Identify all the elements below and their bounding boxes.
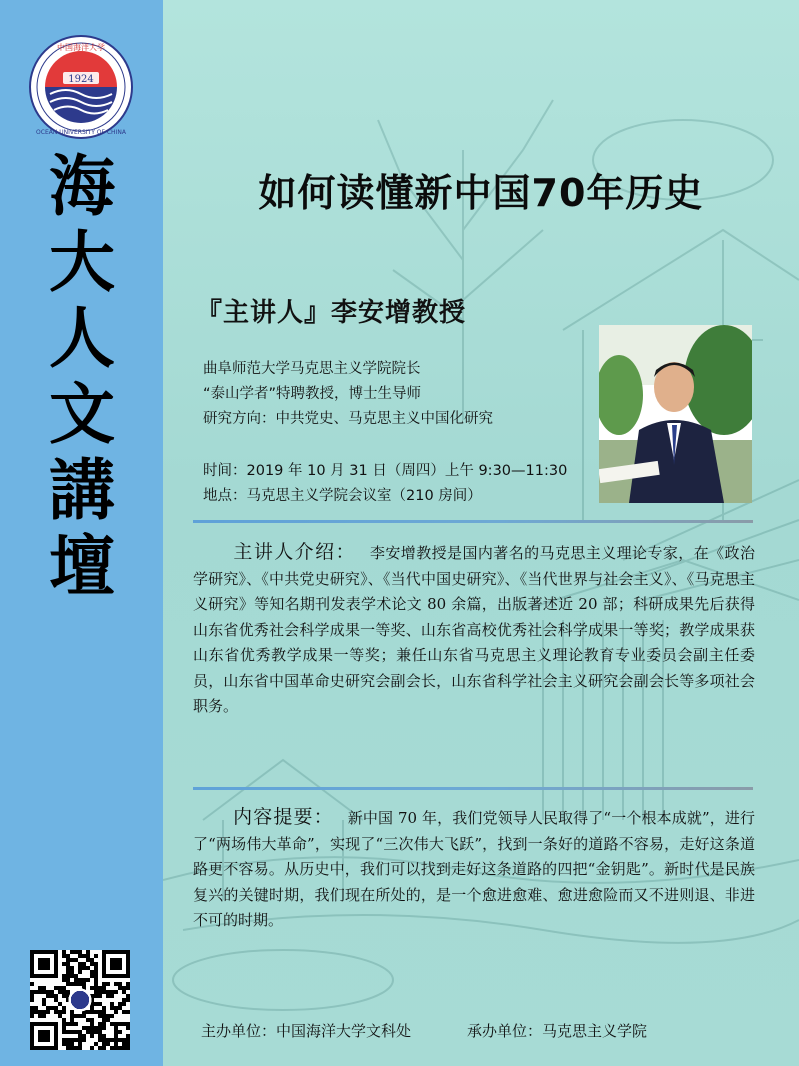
poster-title: 如何读懂新中国70年历史 (258, 171, 704, 215)
summary-text: 新中国 70 年，我们党领导人民取得了“一个根本成就”，进行了“两场伟大革命”，实现了“三次伟大飞跃”，找到一条好的道路不容易，走好这条道路更不容易。从历史中，我们可以找到走好这条道路的四把“金钥匙”。新时代是民族复兴的关键时期，我们现在所处的，是一个愈进愈难、愈进愈险而又不进则退、非进不可的时期。 (193, 809, 755, 929)
vertical-char: 海 (49, 147, 115, 225)
vertical-char: 壇 (49, 527, 115, 605)
speaker-photo (599, 325, 752, 503)
speaker-heading: 『主讲人』李安增教授 (196, 298, 467, 328)
divider-top (193, 520, 753, 523)
event-place: 地点：马克思主义学院会议室（210 房间） (203, 488, 482, 504)
sidebar (0, 0, 163, 1066)
footer (201, 1020, 647, 1041)
vertical-char: 文 (49, 375, 115, 453)
host-unit: 主办单位：中国海洋大学文科处 (201, 1022, 412, 1040)
speaker-intro (193, 540, 755, 720)
summary-label: 内容提要： (233, 806, 334, 828)
logo-year: 1924 (68, 74, 94, 85)
event-time: 时间：2019 年 10 月 31 日（周四）上午 9:30—11:30 (203, 463, 568, 479)
poster-main (163, 0, 799, 1066)
vertical-char: 講 (49, 451, 115, 529)
vertical-char: 人 (49, 299, 115, 377)
logo-arc-text: 中国海洋大学 (57, 43, 105, 52)
divider-middle (193, 787, 753, 790)
speaker-position: 曲阜师范大学马克思主义学院院长 (203, 361, 421, 377)
vertical-title (30, 148, 134, 604)
logo-english: OCEAN UNIVERSITY OF CHINA (36, 129, 126, 136)
qr-code-icon (30, 950, 130, 1050)
intro-label: 主讲人介绍： (233, 541, 356, 563)
speaker-title: “泰山学者”特聘教授，博士生导师 (203, 386, 422, 402)
ocean-university-logo (28, 34, 134, 140)
intro-text: 李安增教授是国内著名的马克思主义理论专家，在《政治学研究》、《中共党史研究》、《当代中国史研究》、《当代世界与社会主义》、《马克思主义研究》等知名期刊发表学术论文 80 余篇，出版著述近 20 部；科研成果先后获得山东省优秀社会科学成果一等奖、山东省高校优秀社会科学成果一等奖；教学成果获山东省优秀教学成果一等奖；兼任山东省马克思主义理论教育专业委员会副主任委员，山东省中国革命史研究会副会长，山东省科学社会主义研究会副会长等多项社会职务。 (193, 544, 755, 715)
speaker-research: 研究方向：中共党史、马克思主义中国化研究 (203, 411, 493, 427)
vertical-char: 大 (49, 223, 115, 301)
content-summary (193, 805, 755, 934)
organizer-unit: 承办单位：马克思主义学院 (467, 1022, 648, 1040)
